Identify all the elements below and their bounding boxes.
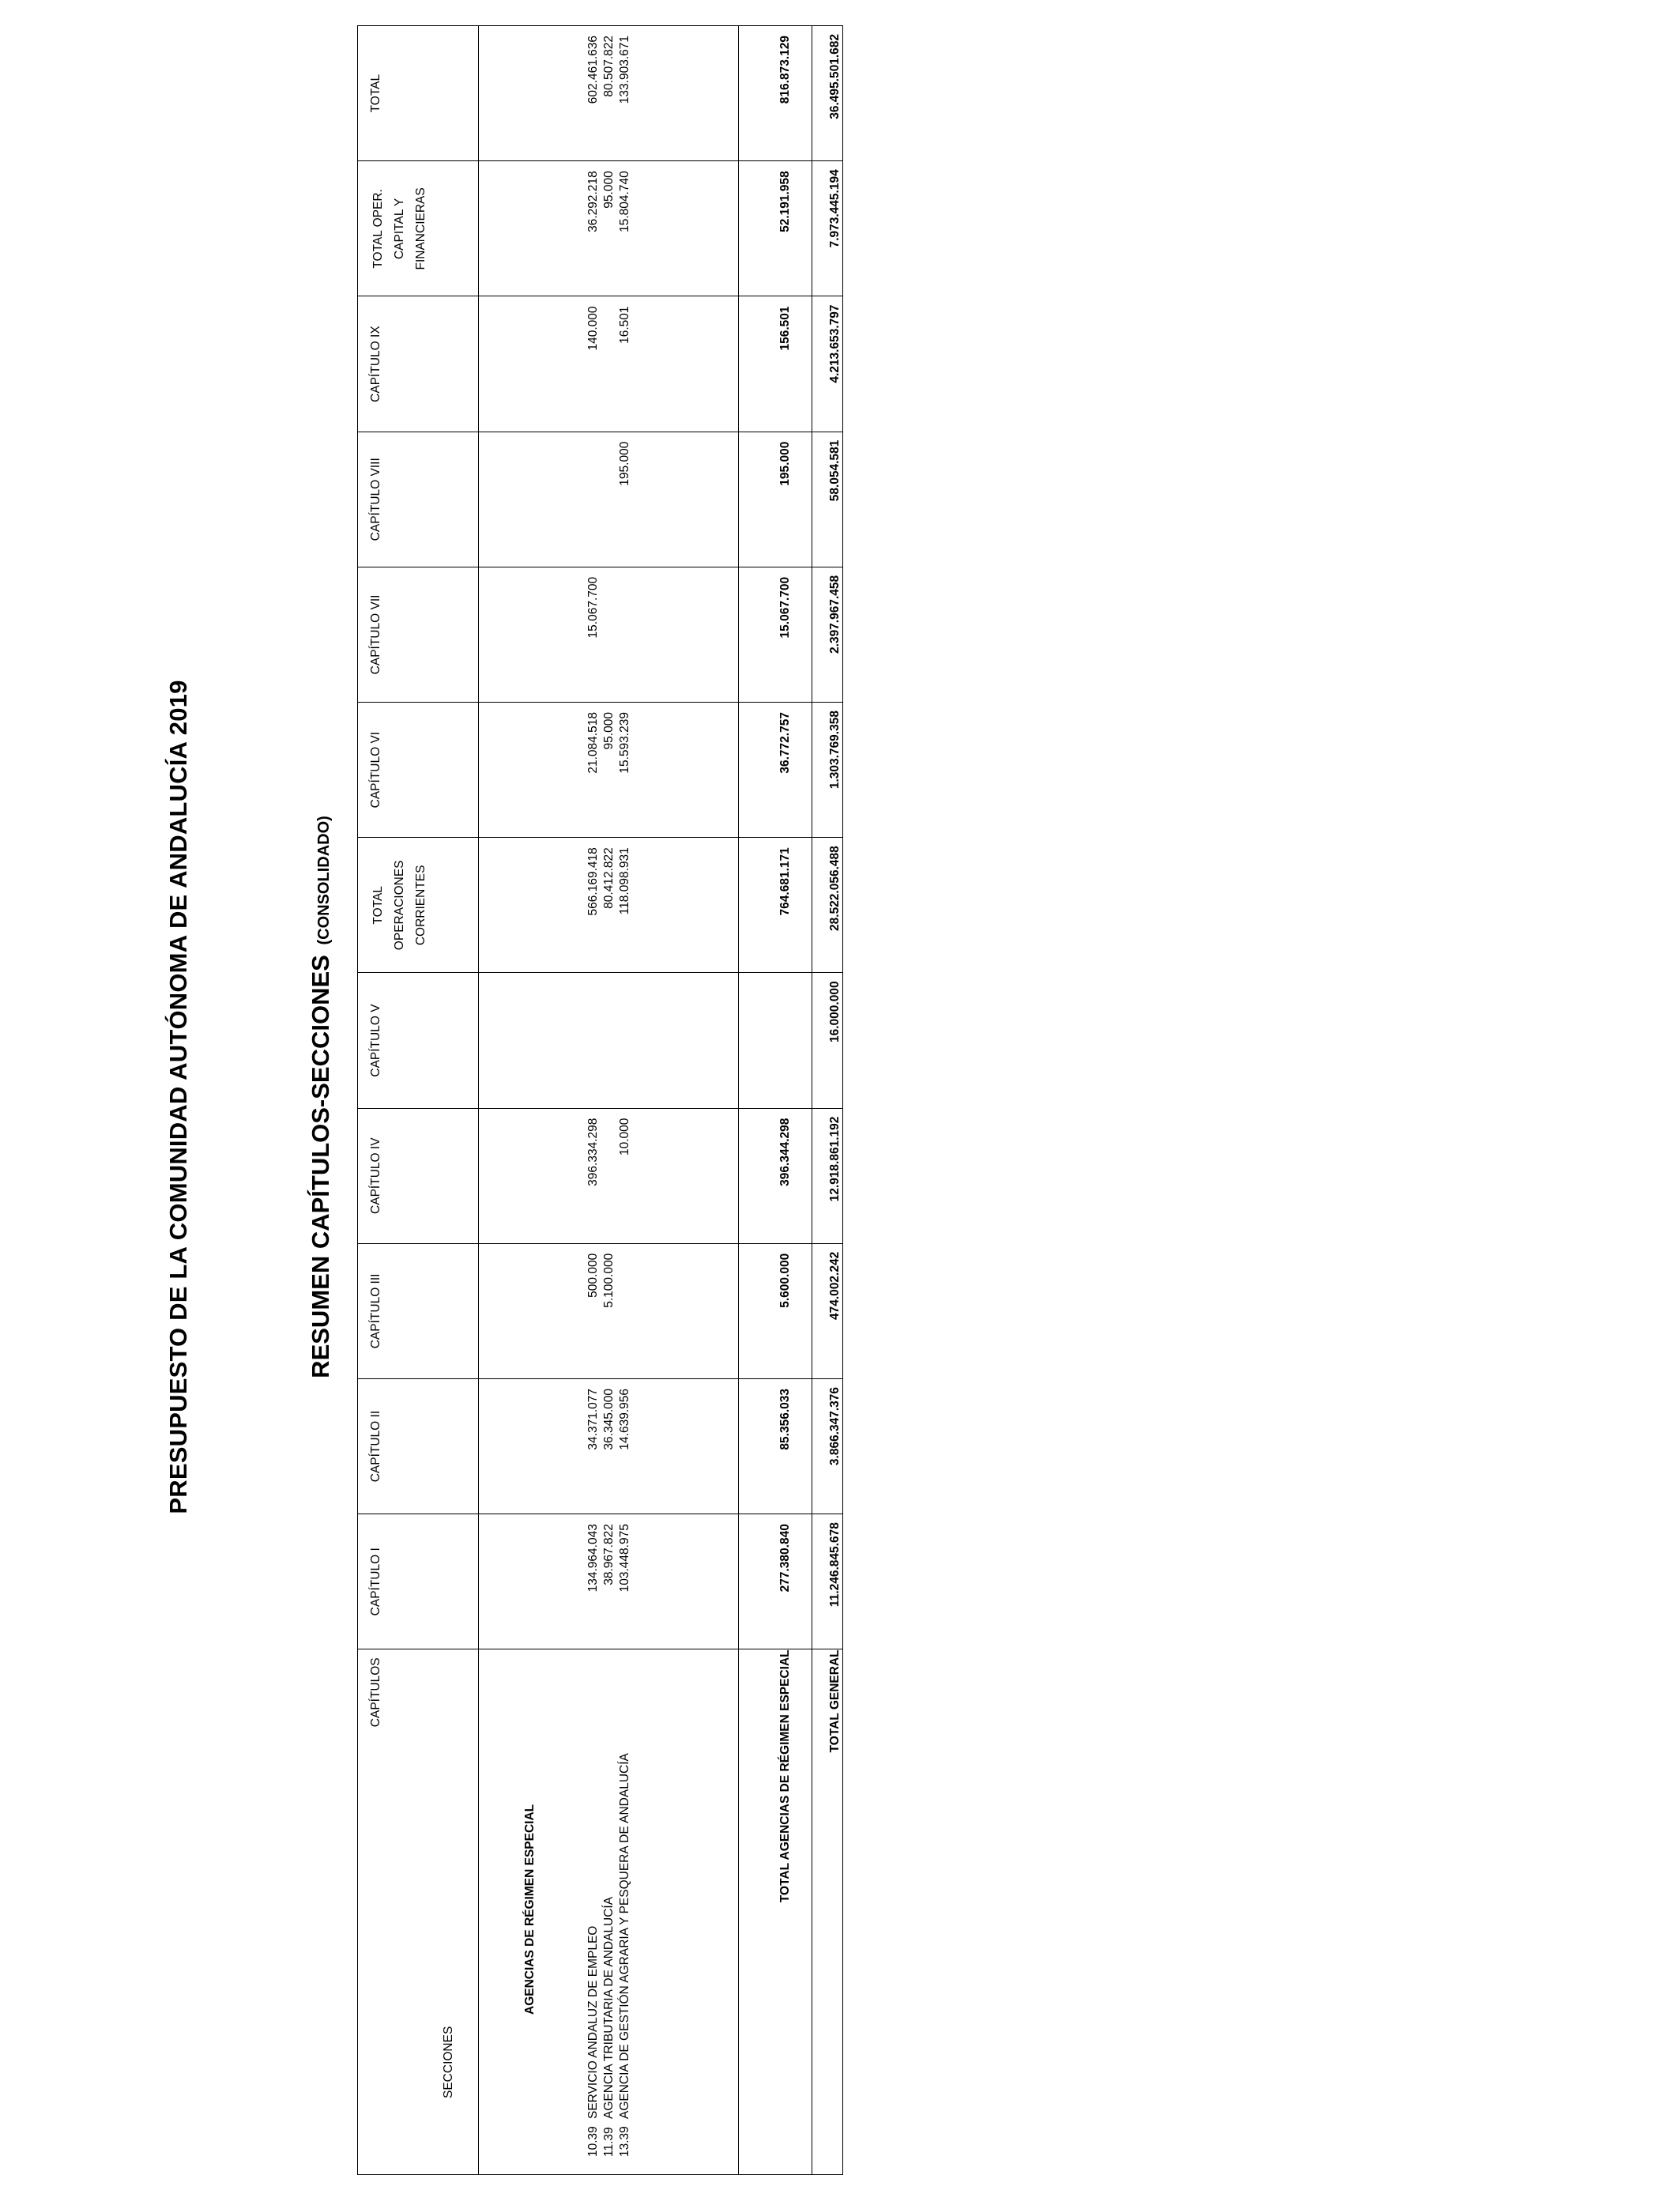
value: 4.213.653.797 [828,304,842,383]
header-total-corrientes [358,838,479,973]
total-capital-values [479,161,739,296]
value: 15.593.239 [618,712,631,774]
total-general-cap1 [812,1514,843,1649]
header-cap7 [358,567,479,702]
cap4-values [479,1108,739,1243]
section-code: 11.39 [602,2127,616,2157]
subtitle-note: (CONSOLIDADO) [315,816,333,945]
value: 277.380.840 [778,1524,792,1593]
value: 5.100.000 [602,1253,616,1308]
value: 15.804.740 [618,171,631,232]
header-total-label: TOTAL [369,74,382,113]
cap1-values [479,1514,739,1649]
total-general-cap3 [812,1243,843,1378]
total-general-cap8 [812,432,843,567]
value: 12.918.861.192 [828,1116,842,1202]
total-general-cap2 [812,1378,843,1514]
section-name: AGENCIA DE GESTIÓN AGRARIA Y PESQUERA DE ANDALUCÍA [618,1753,631,2119]
total-general-cap6 [812,703,843,838]
total-general-total [812,26,843,161]
header-total-capital [358,161,479,296]
header-cap6 [358,703,479,838]
section-code: 10.39 [586,2126,600,2157]
total-group-cap8 [739,432,812,567]
total-general-cap5 [812,973,843,1108]
summary-table [357,25,843,2175]
value: 133.903.671 [618,36,631,104]
header-cap1-label: CAPÍTULO I [369,1547,382,1616]
header-total-corrientes-line3: CORRIENTES [414,865,428,946]
value: 134.964.043 [586,1524,600,1593]
value: 11.246.845.678 [828,1522,842,1608]
value: 7.973.445.194 [828,169,842,248]
total-general-cap4 [812,1108,843,1243]
sections-cell [479,1649,739,2175]
total-group-label: TOTAL AGENCIAS DE RÉGIMEN ESPECIAL [778,1649,792,1903]
cap3-values [479,1243,739,1378]
total-group-label-cell [739,1649,812,2175]
total-group-total [739,26,812,161]
cap7-values [479,567,739,702]
header-total-capital-line2: CAPITAL Y [393,198,406,260]
total-general-total-capital [812,161,843,296]
header-cap8 [358,432,479,567]
value: 85.356.033 [778,1388,792,1450]
header-cap2-label: CAPÍTULO II [369,1410,382,1483]
value: 95.000 [602,712,616,750]
total-group-cap1 [739,1514,812,1649]
value: 5.600.000 [778,1253,792,1308]
header-cap2 [358,1378,479,1514]
header-cap5 [358,973,479,1108]
header-cap9 [358,296,479,432]
value: 14.639.956 [618,1388,631,1450]
total-general-label-cell [812,1649,843,2175]
group-label: AGENCIAS DE RÉGIMEN ESPECIAL [523,1804,537,2015]
value: 195.000 [618,441,631,486]
header-cap6-label: CAPÍTULO VI [369,731,382,809]
header-total-capital-line3: FINANCIERAS [414,187,428,270]
header-total-corrientes-line1: TOTAL [371,886,385,925]
section-row [602,1676,616,2157]
value: 140.000 [586,306,600,351]
value: 396.344.298 [778,1118,792,1186]
total-group-cap2 [739,1378,812,1514]
total-general-cap9 [812,296,843,432]
section-row [586,1676,601,2157]
data-block [479,26,739,2175]
value: 36.292.218 [586,171,600,232]
subtitle-text: RESUMEN CAPÍTULOS-SECCIONES [307,955,334,1378]
header-secciones: SECCIONES [442,2026,455,2098]
cap9-values [479,296,739,432]
value: 195.000 [778,441,792,486]
value: 118.098.931 [618,847,631,915]
value: 95.000 [602,171,616,209]
total-group-total-capital [739,161,812,296]
header-capitulos: CAPÍTULOS [369,1657,382,1728]
value: 15.067.700 [586,576,600,639]
value: 21.084.518 [586,712,600,774]
value: 764.681.171 [778,847,792,916]
header-secciones-capitulos [358,1649,479,2175]
header-cap7-label: CAPÍTULO VII [369,594,382,675]
value: 500.000 [586,1253,600,1298]
value: 816.873.129 [778,36,792,104]
total-group-total-corrientes [739,838,812,973]
value: 10.000 [618,1118,631,1156]
value: 103.448.975 [618,1524,631,1593]
header-total-corrientes-line2: OPERACIONES [393,860,406,951]
section-row [618,1676,632,2157]
header-cap8-label: CAPÍTULO VIII [369,458,382,541]
value: 2.397.967.458 [828,575,842,654]
header-cap4-label: CAPÍTULO IV [369,1137,382,1214]
value: 58.054.581 [828,439,842,502]
header-total [358,26,479,161]
value: 38.967.822 [602,1524,616,1585]
header-row [358,26,479,2175]
value: 34.371.077 [586,1388,600,1450]
cap8-values [479,432,739,567]
total-group-cap4 [739,1108,812,1243]
header-cap3 [358,1243,479,1378]
page-title: PRESUPUESTO DE LA COMUNIDAD AUTÓNOMA DE ANDALUCÍA 2019 [164,680,192,1514]
page-subtitle [307,0,335,2194]
value: 566.169.418 [586,847,600,916]
value: 3.866.347.376 [828,1386,842,1466]
header-cap3-label: CAPÍTULO III [369,1273,382,1349]
total-group-cap7 [739,567,812,702]
total-group-cap5 [739,973,812,1108]
cap6-values [479,703,739,838]
header-cap5-label: CAPÍTULO V [369,1004,382,1077]
cap5-values [479,973,739,1108]
header-cap9-label: CAPÍTULO IX [369,326,382,402]
value: 16.000.000 [828,981,842,1042]
total-corrientes-values [479,838,739,973]
total-values [479,26,739,161]
value: 80.507.822 [602,36,616,97]
value: 474.002.242 [828,1251,842,1320]
total-group-row [739,26,812,2175]
value: 1.303.769.358 [828,711,842,790]
value: 156.501 [778,306,792,351]
value: 80.412.822 [602,847,616,909]
total-general-row [812,26,843,2175]
value: 36.345.000 [602,1388,616,1450]
section-name: SERVICIO ANDALUZ DE EMPLEO [586,1925,600,2119]
value: 396.334.298 [586,1118,600,1186]
value: 36.495.501.682 [828,34,842,119]
header-cap1 [358,1514,479,1649]
value: 28.522.056.488 [828,846,842,931]
section-code: 13.39 [618,2126,631,2157]
header-total-capital-line1: TOTAL OPER. [371,189,385,269]
value: 602.461.636 [586,36,600,104]
value: 16.501 [618,306,631,344]
cap2-values [479,1378,739,1514]
total-group-cap6 [739,703,812,838]
total-general-cap7 [812,567,843,702]
value: 15.067.700 [778,576,792,639]
total-group-cap3 [739,1243,812,1378]
value: 52.191.958 [778,171,792,232]
header-cap4 [358,1108,479,1243]
total-general-total-corrientes [812,838,843,973]
total-general-label: TOTAL GENERAL [828,1649,842,1753]
total-group-cap9 [739,296,812,432]
section-name: AGENCIA TRIBUTARIA DE ANDALUCÍA [602,1896,616,2119]
value: 36.772.757 [778,712,792,774]
